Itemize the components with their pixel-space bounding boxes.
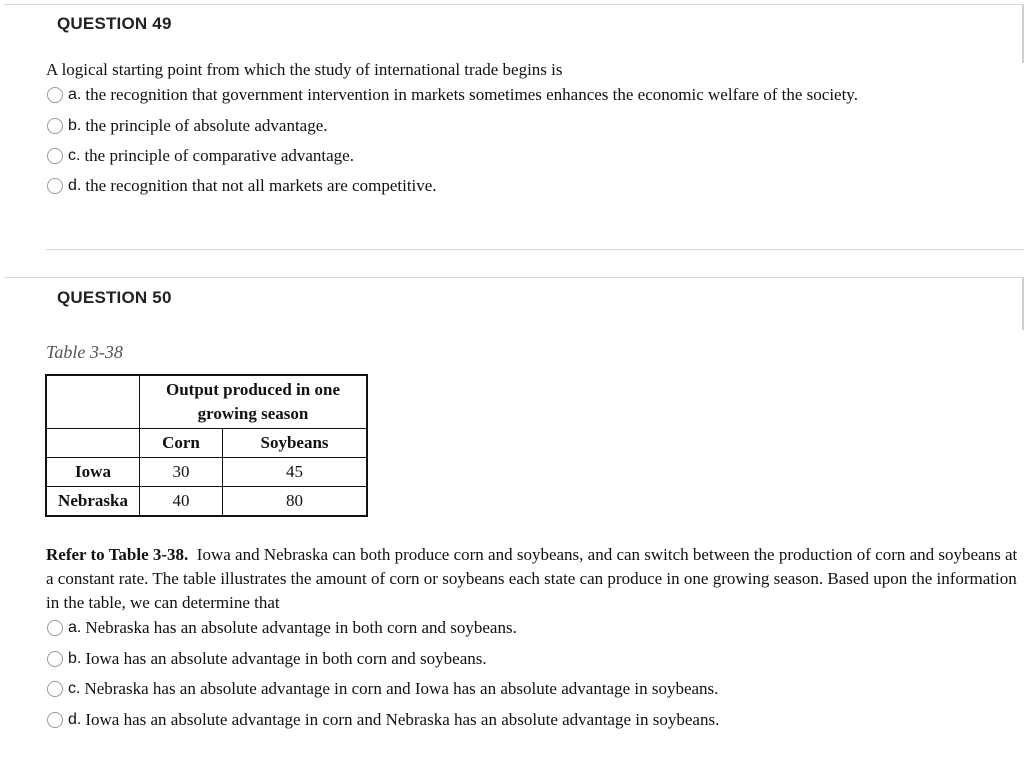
q49-option-a[interactable] (47, 83, 858, 107)
table-row-state: Iowa (46, 458, 140, 487)
table-caption: Table 3-38 (46, 342, 123, 362)
table-col-soybeans: Soybeans (223, 429, 368, 458)
radio-button-icon[interactable] (47, 712, 63, 728)
table-row (46, 458, 367, 487)
option-text: Nebraska has an absolute advantage in corn and Iowa has an absolute advantage in soybeans. (84, 679, 719, 698)
table-cell-soybeans: 45 (223, 458, 368, 487)
option-text: Iowa has an absolute advantage in corn and Nebraska has an absolute advantage in soybeans. (85, 710, 720, 729)
table-col-corn: Corn (140, 429, 223, 458)
question-50-stem (46, 543, 1018, 615)
table-cell-corn: 40 (140, 487, 223, 517)
option-letter: b. (68, 117, 82, 134)
option-letter: b. (68, 650, 82, 667)
refer-text: Iowa and Nebraska can both produce corn and soybeans, and can switch between the production of corn and soybeans at a constant rate. The table illustrates the amount of corn or soybeans each state can produce in one growing season. Based upon the information in the table, we can determine that (46, 545, 1018, 612)
option-letter: a. (68, 86, 82, 103)
refer-table-label: Refer to Table 3-38. (46, 545, 189, 564)
question-50-title: QUESTION 50 (57, 288, 172, 307)
option-text: Iowa has an absolute advantage in both corn and soybeans. (85, 649, 487, 668)
table-header-group: Output produced in one growing season (140, 375, 368, 429)
q50-option-a[interactable] (47, 616, 517, 640)
option-letter: d. (68, 177, 82, 194)
q49-option-d[interactable] (47, 174, 437, 198)
q50-option-b[interactable] (47, 647, 487, 671)
option-letter: d. (68, 711, 82, 728)
option-letter: c. (68, 147, 81, 164)
radio-button-icon[interactable] (47, 178, 63, 194)
q50-option-c[interactable] (47, 677, 718, 701)
question-49-card (4, 4, 1024, 273)
q49-option-c[interactable] (47, 144, 354, 168)
option-text: Nebraska has an absolute advantage in both corn and soybeans. (85, 618, 517, 637)
option-text: the principle of absolute advantage. (85, 116, 328, 135)
q50-option-d[interactable] (47, 708, 719, 732)
radio-button-icon[interactable] (47, 620, 63, 636)
radio-button-icon[interactable] (47, 148, 63, 164)
divider (46, 249, 1024, 250)
radio-button-icon[interactable] (47, 87, 63, 103)
radio-button-icon[interactable] (47, 118, 63, 134)
option-text: the recognition that government intervention in markets sometimes enhances the economic welfare of the society. (85, 85, 858, 104)
option-text: the principle of comparative advantage. (84, 146, 354, 165)
question-49-title: QUESTION 49 (57, 14, 172, 33)
output-table (45, 374, 368, 517)
question-49-stem: A logical starting point from which the study of international trade begins is (46, 60, 563, 79)
option-text: the recognition that not all markets are competitive. (85, 176, 437, 195)
q49-option-b[interactable] (47, 114, 328, 138)
table-corner-cell (46, 375, 140, 429)
option-letter: a. (68, 619, 82, 636)
radio-button-icon[interactable] (47, 651, 63, 667)
table-cell-soybeans: 80 (223, 487, 368, 517)
option-letter: c. (68, 680, 81, 697)
table-row (46, 487, 367, 517)
radio-button-icon[interactable] (47, 681, 63, 697)
table-empty-cell (46, 429, 140, 458)
table-cell-corn: 30 (140, 458, 223, 487)
table-row-state: Nebraska (46, 487, 140, 517)
question-50-card (4, 277, 1024, 778)
